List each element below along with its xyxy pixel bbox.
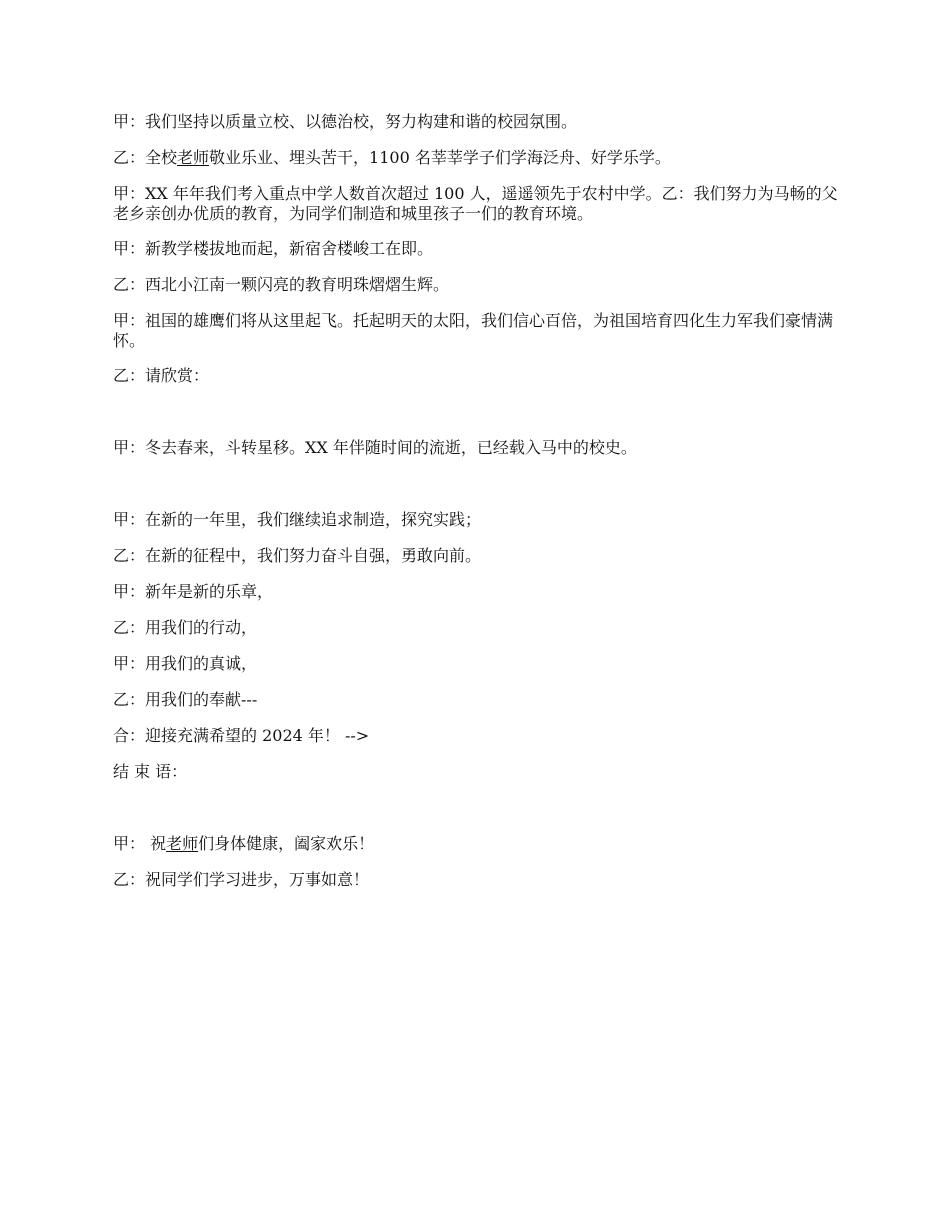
line-1: 甲：我们坚持以质量立校、以德治校，努力构建和谐的校园氛围。 [113, 112, 578, 131]
blank-gap [113, 402, 848, 438]
line-11: 甲：新年是新的乐章， [113, 582, 274, 601]
line-2-suffix: 敬业乐业、埋头苦干，1100 名莘莘学子们学海泛舟、好学乐学。 [209, 148, 671, 167]
line-5: 乙：西北小江南一颗闪亮的教育明珠熠熠生辉。 [113, 275, 450, 294]
line-13: 甲：用我们的真诚， [113, 654, 258, 673]
line-17-suffix: 们身体健康，阖家欢乐！ [198, 834, 375, 853]
line-10: 乙：在新的征程中，我们努力奋斗自强，勇敢向前。 [113, 546, 482, 565]
line-9: 甲：在新的一年里，我们继续追求制造，探究实践； [113, 510, 482, 529]
line-7: 乙：请欣赏： [113, 366, 210, 385]
line-8: 甲：冬去春来，斗转星移。XX 年伴随时间的流逝，已经载入马中的校史。 [113, 438, 637, 457]
line-6: 甲：祖国的雄鹰们将从这里起飞。托起明天的太阳，我们信心百倍，为祖国培育四化生力军我们豪情满怀。 [113, 311, 834, 350]
line-2-prefix: 乙：全校 [113, 148, 178, 167]
line-15: 合：迎接充满希望的 2024 年！ --> [113, 726, 370, 745]
line-17-prefix: 甲： 祝 [113, 834, 167, 853]
line-4: 甲：新教学楼拔地而起，新宿舍楼峻工在即。 [113, 239, 434, 258]
document-body [113, 112, 848, 906]
line-18: 乙：祝同学们学习进步，万事如意！ [113, 870, 370, 889]
teacher-link[interactable]: 老师 [166, 834, 199, 853]
line-12: 乙：用我们的行动， [113, 618, 258, 637]
closing-heading: 结 束 语： [113, 762, 188, 781]
line-2 [113, 148, 848, 168]
blank-gap [113, 798, 848, 834]
teacher-link[interactable]: 老师 [177, 148, 210, 167]
line-3: 甲：XX 年年我们考入重点中学人数首次超过 100 人，遥遥领先于农村中学。乙：我们努力为马畅的父老乡亲创办优质的教育，为同学们制造和城里孩子一们的教育环境。 [113, 184, 838, 223]
line-17 [113, 834, 848, 854]
blank-gap [113, 474, 848, 510]
line-14: 乙：用我们的奉献--- [113, 690, 258, 709]
